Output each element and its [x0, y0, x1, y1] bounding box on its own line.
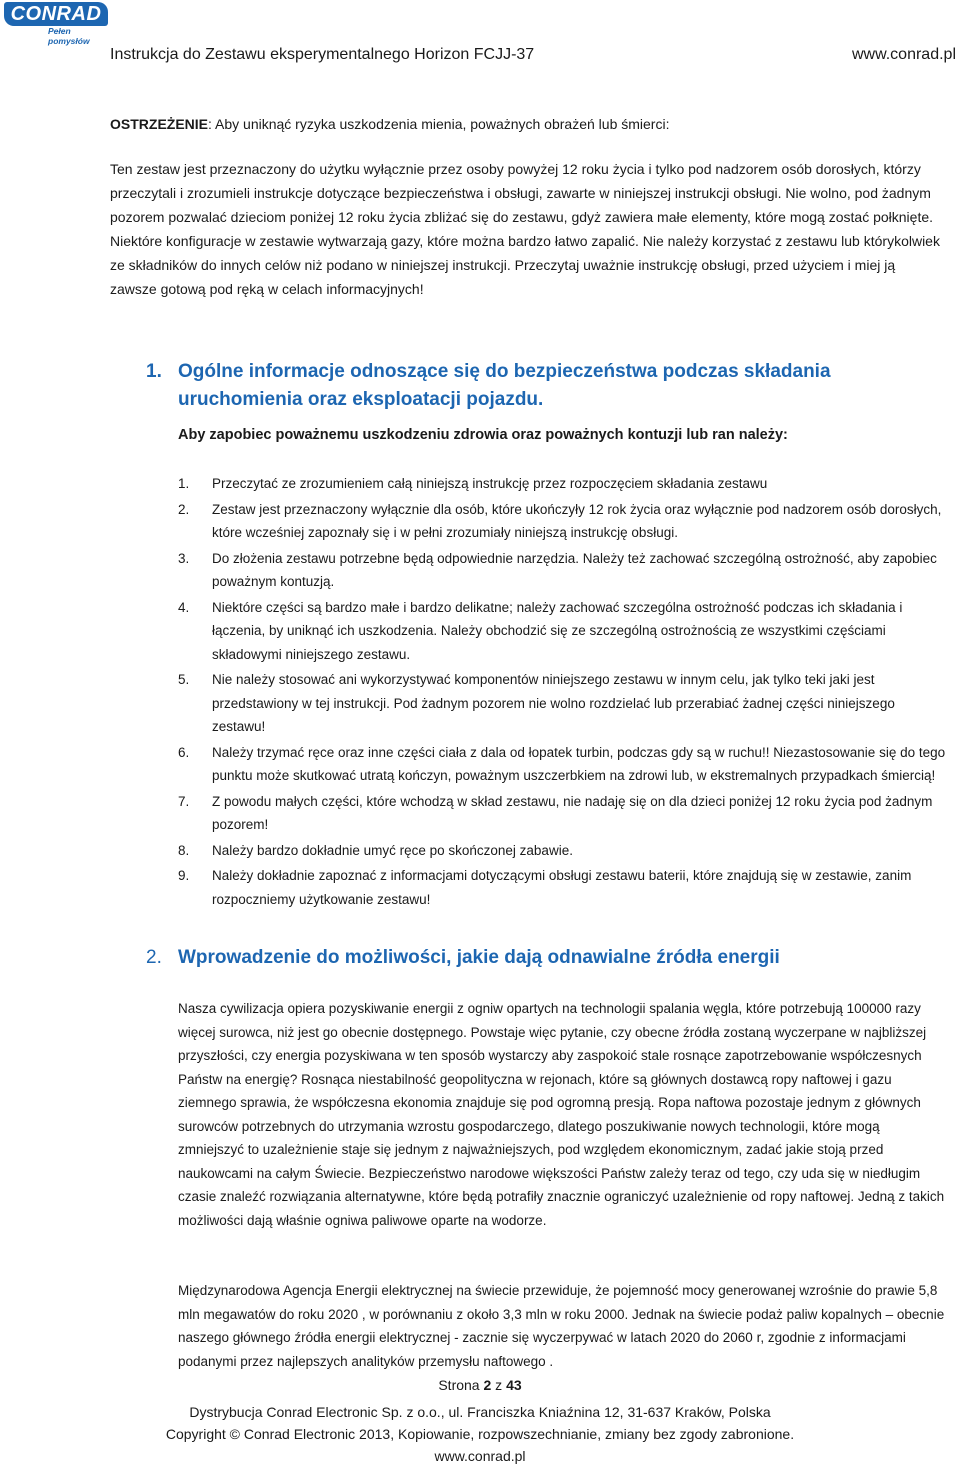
- page-sep: z: [495, 1377, 503, 1393]
- list-item: [178, 790, 948, 837]
- document-title: Instrukcja do Zestawu eksperymentalnego Horizon FCJJ-37: [110, 46, 535, 63]
- list-item: [178, 596, 948, 667]
- list-item-number: 4.: [178, 599, 190, 615]
- section-2-paragraph-1: Nasza cywilizacja opiera pozyskiwanie energii z ogniw opartych na technologii spalania węgla, które potrzebują 100000 razy więcej surowca, niż jest go obecnie dostępnego. Powstaje więc pytanie, czy obecne źródła zostaną wyczerpane w najbliższej przyszłości, czy energia pozyskiwana w ten sposób wystarczy aby zaspokoić stale rosnące zapotrzebowanie współczesnych Państw na energię? Rosnąca niestabilność geopolityczna w rejonach, które są głównych dostawcą ropy naftowej i gazu ziemnego sprawia, że współczesna ekonomia znajduje się pod ogromną presją. Ropa naftowa pozostaje jednym z głównych surowców potrzebnych do utrzymania wzrostu gospodarczego, dlatego poszukiwanie nowych technologii, które mogą zmniejszyć to uzależnienie staje się jednym z najważniejszych, pod względem ekonomicznym, zadać jakie stoją przed naukowcami na całym Świecie. Bezpieczeństwo narodowe większości Państw zależy teraz od tego, czy uda się w niedługim czasie znaleźć rozwiązania alternatywne, które będą potrafiły znacznie ograniczyć uzależnienie od ropy naftowej. Jedną z takich możliwości dają właśnie ogniwa paliwowe oparte na wodorze.: [178, 1001, 945, 1228]
- list-item-number: 2.: [178, 501, 190, 517]
- list-item-number: 5.: [178, 672, 190, 687]
- conrad-logo: [4, 2, 108, 46]
- page-total: 43: [506, 1377, 522, 1393]
- page-header: [110, 46, 956, 68]
- list-item-number: 3.: [178, 550, 190, 566]
- list-item-text: Należy trzymać ręce oraz inne części ciała z dala od łopatek turbin, podczas gdy są w ruchu!! Niezastosowanie się do tego punktu może skutkować utratą kończyn, poważnym uszczerbkiem na zdrowi lub, w ekstremalnych przypadkach śmiercią!: [212, 744, 946, 783]
- footer-distributor: Dystrybucja Conrad Electronic Sp. z o.o., ul. Franciszka Kniaźnina 12, 31-637 Kraków, Polska: [189, 1404, 771, 1420]
- section-1-subtitle: Aby zapobiec poważnemu uszkodzeniu zdrowia oraz poważnych kontuzji lub ran należy:: [178, 427, 788, 443]
- list-item-number: 8.: [178, 842, 190, 858]
- header-site-link[interactable]: www.conrad.pl: [851, 46, 956, 63]
- page-prefix: Strona: [438, 1377, 480, 1393]
- footer-site-link[interactable]: www.conrad.pl: [434, 1448, 526, 1464]
- logo-tagline: Pełen pomysłów: [48, 26, 90, 46]
- list-item-text: Niektóre części są bardzo małe i bardzo delikatne; należy zachować szczególna ostrożność podczas ich składania i łączenia, by uniknąć ich uszkodzenia. Należy obchodzić się ze szczególną ostrożnością ze wszystkimi częściami składowymi niniejszego zestawu.: [212, 599, 903, 662]
- list-item-text: Nie należy stosować ani wykorzystywać komponentów niniejszego zestawu w innym celu, jak tylko teki jaki jest przedstawiony w tej instrukcji. Pod żadnym pozorem nie wolno rozdzielać lub przerabiać żadnej części niniejszego zestawu!: [212, 672, 895, 734]
- list-item: [178, 839, 948, 863]
- logo-wordmark: CONRAD: [4, 2, 108, 26]
- intro-paragraph: Ten zestaw jest przeznaczony do użytku wyłącznie przez osoby powyżej 12 roku życia i tylko pod nadzorem osób dorosłych, którzy przeczytali i zrozumieli instrukcje dotyczące bezpieczeństwa i obsługi, zawarte w niniejszej instrukcji obsługi. Nie wolno, pod żadnym pozorem pozwalać dzieciom poniżej 12 roku życia zbliżać się do zestawu, gdyż zawiera małe elementy, które mogą zostać połknięte. Niektóre konfiguracje w zestawie wytwarzają gazy, które można bardzo łatwo zapalić. Nie należy korzystać z zestawu lub którykolwiek ze składników do innych celów niż podano w niniejszej instrukcji. Przeczytaj uważnie instrukcję obsługi, przed użyciem i miej ją zawsze gotową pod ręką w celach informacyjnych!: [110, 161, 940, 297]
- warning-text: : Aby uniknąć ryzyka uszkodzenia mienia, poważnych obrażeń lub śmierci:: [208, 116, 670, 132]
- list-item: [178, 741, 948, 788]
- list-item-number: 7.: [178, 793, 190, 809]
- warning-label: OSTRZEŻENIE: [110, 116, 209, 132]
- list-item-text: Należy dokładnie zapoznać z informacjami dotyczącymi obsługi zestawu baterii, które znajdują się w zestawie, zanim rozpoczniemy użytkowanie zestawu!: [212, 868, 912, 907]
- list-item: [178, 547, 948, 594]
- section-2-title: Wprowadzenie do możliwości, jakie dają odnawialne źródła energii: [178, 947, 780, 968]
- list-item: [178, 668, 948, 739]
- list-item: [178, 472, 948, 496]
- list-item: [178, 498, 948, 545]
- list-item-text: Z powodu małych części, które wchodzą w skład zestawu, nie nadaję się on dla dzieci poniżej 12 roku życia pod żadnym pozorem!: [212, 793, 933, 832]
- list-item: [178, 864, 948, 911]
- list-item-text: Do złożenia zestawu potrzebne będą odpowiednie narzędzia. Należy też zachować szczególną ostrożność, aby zapobiec poważnym kontuzją.: [212, 550, 937, 589]
- page-number: [0, 1377, 960, 1393]
- list-item-text: Zestaw jest przeznaczony wyłącznie dla osób, które ukończyły 12 rok życia oraz wyłącznie pod nadzorem osób dorosłych, które wcześniej zapoznały się i w pełni zrozumiały niniejszą instrukcję obsługi.: [212, 501, 942, 540]
- list-item-number: 6.: [178, 744, 190, 760]
- section-1-number: 1.: [146, 361, 162, 382]
- page-current: 2: [483, 1377, 492, 1393]
- warning-line: [110, 112, 930, 136]
- section-2-paragraph-2: Międzynarodowa Agencja Energii elektrycznej na świecie przewiduje, że pojemność mocy generowanej wzrośnie do prawie 5,8 mln megawatów do roku 2020 , w porównaniu z około 3,3 mln w roku 2000. Jednak na świecie podaż paliw kopalnych – obecnie naszego głównego źródła energii elektrycznej - zacznie się wyczerpywać w latach 2020 do 2060 r, zgodnie z informacjami podanymi przez najlepszych analityków przemysłu naftowego .: [178, 1283, 945, 1369]
- list-item-number: 1.: [178, 476, 190, 491]
- list-item-text: Przeczytać ze zrozumieniem całą niniejszą instrukcję przez rozpoczęciem składania zestawu: [212, 476, 768, 491]
- list-item-text: Należy bardzo dokładnie umyć ręce po skończonej zabawie.: [212, 842, 573, 858]
- footer-copyright: Copyright © Conrad Electronic 2013, Kopiowanie, rozpowszechnianie, zmiany bez zgody zabronione.: [165, 1426, 795, 1442]
- page-footer: [0, 1401, 960, 1467]
- section-1-title: Ogólne informacje odnoszące się do bezpieczeństwa podczas składania uruchomienia oraz eksploatacji pojazdu.: [178, 361, 831, 410]
- list-item-number: 9.: [178, 868, 190, 883]
- section-2-number: 2.: [146, 947, 162, 968]
- safety-list: [178, 472, 948, 913]
